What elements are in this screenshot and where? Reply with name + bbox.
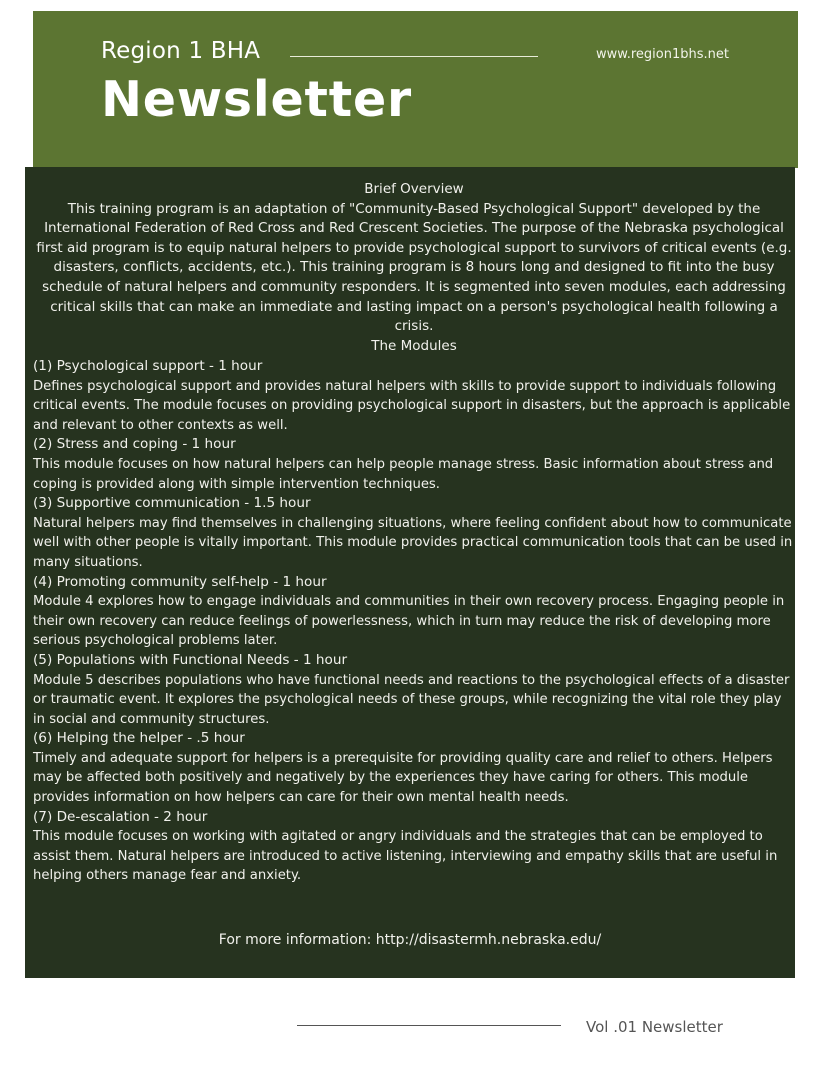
volume-label: Vol .01 Newsletter — [586, 1018, 723, 1036]
module-description: Timely and adequate support for helpers is a prerequisite for providing quality care and relief to others. Helpers may be affected both positively and negatively by the experiences they have caring for others. This module provides information on how helpers can care for their own mental health needs. — [33, 750, 773, 806]
region-name: Region 1 BHA — [101, 38, 261, 64]
module-description: Module 4 explores how to engage individuals and communities in their own recovery process. Engaging people in their own recovery can reduce feelings of powerlessness, which in turn may reduce the risk of developing more serious psychological problems later. — [33, 594, 785, 649]
header-divider — [290, 56, 538, 57]
module-item — [33, 651, 793, 729]
more-info-link[interactable]: For more information: http://disastermh.nebraska.edu/ — [218, 932, 602, 948]
module-item — [33, 435, 793, 494]
module-item — [33, 808, 793, 886]
module-description: Module 5 describes populations who have functional needs and reactions to the psychological effects of a disaster or traumatic event. It explores the psychological needs of these groups, while recognizing the vital role they play in social and community structures. — [33, 672, 790, 727]
module-description: Defines psychological support and provides natural helpers with skills to provide support to individuals following critical events. The module focuses on providing psychological support in disasters, but the approach is applicable and relevant to other contexts as well. — [33, 378, 791, 433]
module-title: (4) Promoting community self-help - 1 hour — [33, 573, 327, 590]
module-item — [33, 357, 793, 435]
newsletter-header — [33, 11, 798, 168]
website-address: www.region1bhs.net — [596, 47, 729, 62]
module-title: (6) Helping the helper - .5 hour — [33, 730, 245, 747]
modules-list — [33, 357, 793, 886]
overview-heading: Brief Overview — [364, 181, 464, 197]
newsletter-title: Newsletter — [101, 71, 412, 128]
module-description: This module focuses on how natural helpers can help people manage stress. Basic information about stress and coping is provided along with simple intervention techniques. — [33, 456, 774, 492]
module-item — [33, 494, 793, 572]
module-item — [33, 729, 793, 807]
footer-divider — [297, 1025, 561, 1026]
content-panel — [25, 167, 795, 978]
module-title: (2) Stress and coping - 1 hour — [33, 436, 236, 453]
module-title: (7) De-escalation - 2 hour — [33, 808, 208, 825]
module-title: (3) Supportive communication - 1.5 hour — [33, 495, 311, 512]
module-description: This module focuses on working with agitated or angry individuals and the strategies that can be employed to assist them. Natural helpers are introduced to active listening, interviewing and empathy skills that are useful in helping others manage fear and anxiety. — [33, 829, 778, 884]
module-title: (5) Populations with Functional Needs - 1 hour — [33, 651, 348, 668]
overview-section — [33, 180, 795, 356]
module-description: Natural helpers may find themselves in challenging situations, where feeling confident about how to communicate well with other people is vitally important. This module provides practical communication tools that can be used in many situations. — [33, 515, 793, 570]
overview-text: This training program is an adaptation of "Community-Based Psychological Support" developed by the International Federation of Red Cross and Red Crescent Societies. The purpose of the Nebraska psychological first aid program is to equip natural helpers to provide psychological support to survivors of critical events (e.g. disasters, conflicts, accidents, etc.). This training program is 8 hours long and designed to fit into the busy schedule of natural helpers and community responders. It is segmented into seven modules, each addressing critical skills that can make an immediate and lasting impact on a person's psychological health following a crisis. — [36, 200, 792, 335]
modules-heading: The Modules — [371, 337, 457, 354]
module-title: (1) Psychological support - 1 hour — [33, 358, 263, 374]
module-item — [33, 573, 793, 651]
